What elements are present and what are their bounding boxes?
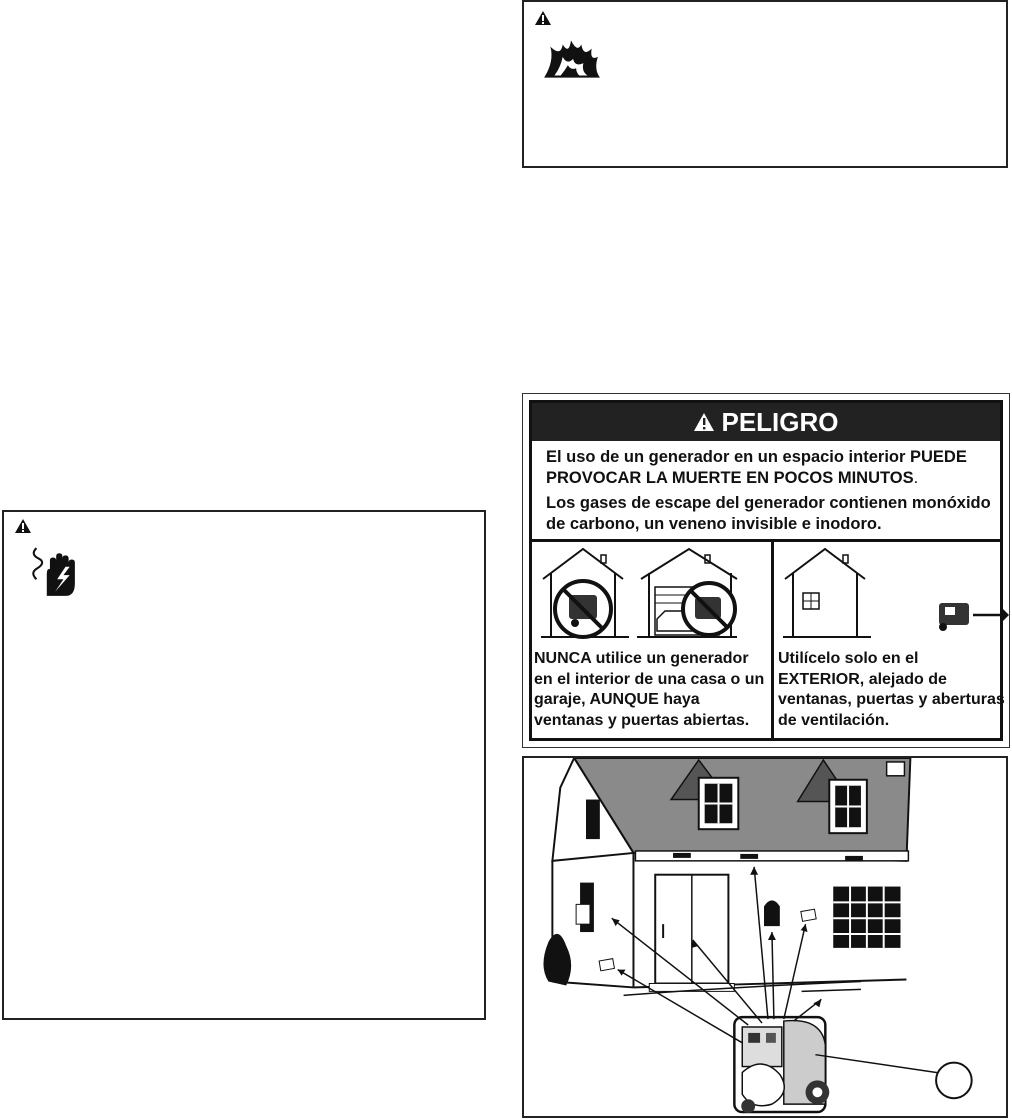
indoor-warning-caption: NUNCA utilice un generador en el interior de una casa o un garaje, AUNQUE haya ventanas y puertas abiertas. (534, 650, 765, 729)
shock-warning-box (2, 510, 486, 1020)
danger-label (522, 393, 1010, 748)
electric-shock-icon (26, 546, 78, 598)
warning-triangle-icon (534, 10, 552, 26)
outdoor-use-caption: Utilícelo solo en el EXTERIOR, alejado de ventanas, puertas y aberturas de ventilación. (778, 650, 1005, 729)
divider (771, 539, 774, 738)
house-generator-drawing (524, 758, 1006, 1116)
fire-warning-box (522, 0, 1008, 168)
generator-placement-illustration (522, 756, 1008, 1118)
danger-header (532, 403, 1000, 441)
danger-message-1: El uso de un generador en un espacio interior PUEDE PROVOCAR LA MUERTE EN POCOS MINUTOS. (546, 448, 967, 487)
fire-icon (540, 38, 602, 80)
warning-triangle-icon (693, 412, 715, 432)
divider (532, 539, 1000, 542)
danger-title: PELIGRO (721, 406, 839, 437)
danger-message-2: Los gases de escape del generador contienen monóxido de carbono, un veneno invisible e inodoro. (546, 494, 991, 533)
warning-triangle-icon (14, 518, 32, 534)
generator-illustration (734, 1017, 829, 1113)
outdoor-use-pictogram (778, 545, 1010, 645)
indoor-prohibited-pictogram (536, 545, 768, 645)
